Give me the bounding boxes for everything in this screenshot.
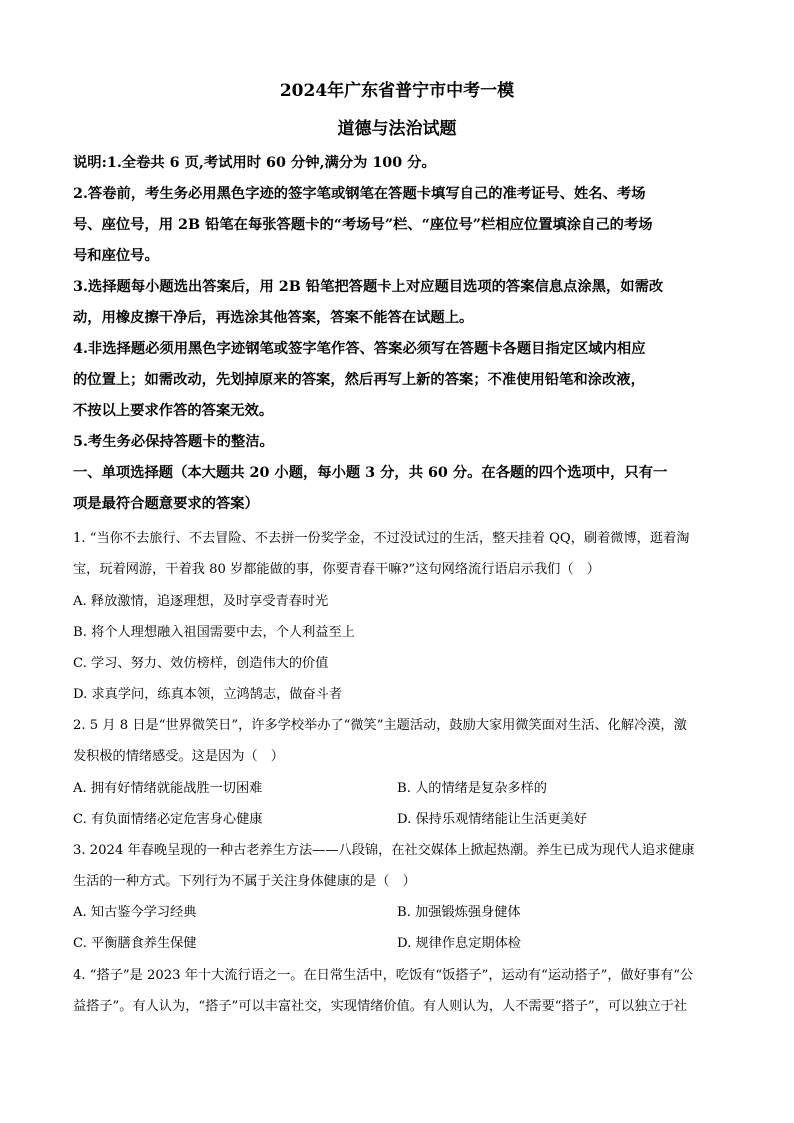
instruction-line: 5.考生务必保持答题卡的整洁。 bbox=[73, 434, 274, 450]
instruction-line: 4.非选择题必须用黑色字迹钢笔或签字笔作答、答案必须写在答题卡各题目指定区域内相应 bbox=[73, 341, 646, 357]
instruction-line: 号和座位号。 bbox=[73, 248, 159, 264]
question-4-stem: 益搭子”。有人认为，“搭子”可以丰富社交，实现情绪价值。有人则认为，人不需要“搭子”，可以独立于社 bbox=[73, 999, 687, 1014]
instruction-line: 的位置上；如需改动，先划掉原来的答案，然后再写上新的答案；不准使用铅笔和涂改液， bbox=[73, 372, 645, 388]
question-2-stem: 2. 5 月 8 日是“世界微笑日”，许多学校举办了“微笑”主题活动，鼓励大家用微笑面对生活、化解冷漠，激 bbox=[73, 718, 687, 733]
exam-subtitle: 道德与法治试题 bbox=[337, 119, 457, 139]
exam-title: 2024年广东省普宁市中考一模 bbox=[279, 81, 515, 101]
instruction-line: 说明:1.全卷共 6 页,考试用时 60 分钟,满分为 100 分。 bbox=[73, 155, 436, 171]
question-2-option-c: C. 有负面情绪必定危害身心健康 bbox=[73, 812, 263, 827]
question-1-option-d: D. 求真学问，练真本领，立鸿鹄志，做奋斗者 bbox=[73, 687, 343, 702]
instruction-line: 动，用橡皮擦干净后，再选涂其他答案，答案不能答在试题上。 bbox=[73, 310, 474, 326]
question-3-stem: 3. 2024 年春晚呈现的一种古老养生方法——八段锦，在社交媒体上掀起热潮。养生已成为现代人追求健康 bbox=[73, 843, 695, 858]
instruction-line: 2.答卷前，考生务必用黑色字迹的签字笔或钢笔在答题卡填写自己的准考证号、姓名、考场 bbox=[73, 186, 646, 202]
question-3-option-d: D. 规律作息定期体检 bbox=[397, 936, 521, 951]
question-3-option-c: C. 平衡膳食养生保健 bbox=[73, 936, 197, 951]
instruction-line: 不按以上要求作答的答案无效。 bbox=[73, 403, 274, 419]
instruction-line: 号、座位号，用 2B 铅笔在每张答题卡的“考场号”栏、“座位号”栏相应位置填涂自己的考场 bbox=[73, 217, 653, 233]
question-2-option-d: D. 保持乐观情绪能让生活更美好 bbox=[397, 812, 587, 827]
section-heading: 项是最符合题意要求的答案） bbox=[73, 496, 259, 512]
question-1-option-a: A. 释放激情，追逐理想，及时享受青春时光 bbox=[73, 594, 329, 609]
section-heading: 一、单项选择题（本大题共 20 小题，每小题 3 分，共 60 分。在各题的四个选项中，只有一 bbox=[73, 465, 668, 481]
question-3-option-a: A. 知古鉴今学习经典 bbox=[73, 905, 197, 920]
question-1-stem: 1. “当你不去旅行、不去冒险、不去拼一份奖学金，不过没试过的生活，整天挂着 QQ，刷着微博，逛着淘 bbox=[73, 531, 690, 546]
instruction-line: 3.选择题每小题选出答案后，用 2B 铅笔把答题卡上对应题目选项的答案信息点涂黑，如需改 bbox=[73, 279, 664, 295]
question-1-option-c: C. 学习、努力、效仿榜样，创造伟大的价值 bbox=[73, 656, 329, 671]
question-2-stem: 发积极的情绪感受。这是因为（ ） bbox=[73, 749, 284, 764]
question-3-stem: 生活的一种方式。下列行为不属于关注身体健康的是（ ） bbox=[73, 874, 416, 889]
question-2-option-b: B. 人的情绪是复杂多样的 bbox=[397, 781, 547, 796]
question-1-option-b: B. 将个人理想融入祖国需要中去，个人利益至上 bbox=[73, 625, 355, 640]
question-3-option-b: B. 加强锻炼强身健体 bbox=[397, 905, 521, 920]
question-2-option-a: A. 拥有好情绪就能战胜一切困难 bbox=[73, 781, 263, 796]
question-4-stem: 4. “搭子”是 2023 年十大流行语之一。在日常生活中，吃饭有“饭搭子”，运动有“运动搭子”，做好事有“公 bbox=[73, 968, 694, 983]
question-1-stem: 宝，玩着网游，干着我 80 岁都能做的事，你要青春干嘛?”这句网络流行语启示我们（ ） bbox=[73, 562, 600, 577]
